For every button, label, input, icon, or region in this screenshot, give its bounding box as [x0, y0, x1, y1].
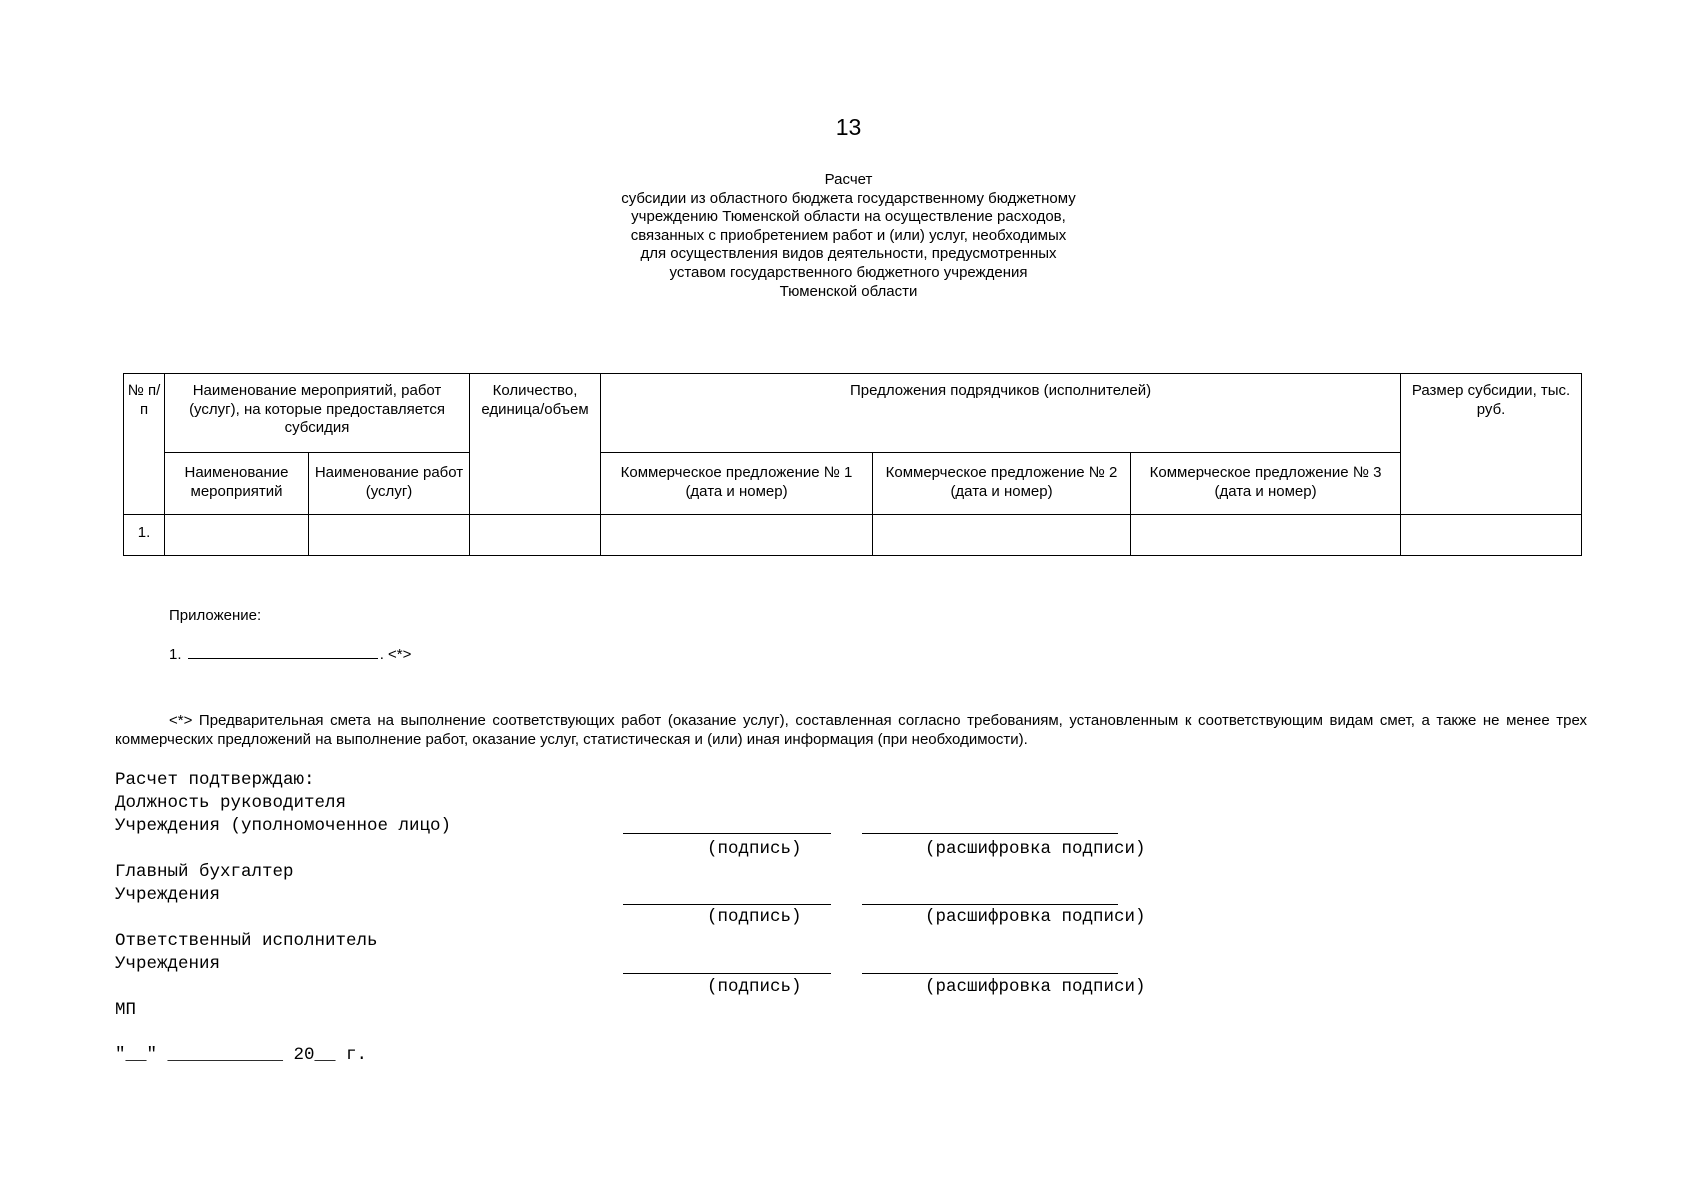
appendix-item [169, 642, 411, 663]
accountant-signature-caption: (подпись) [707, 907, 802, 927]
executor-signature-caption: (подпись) [707, 977, 802, 997]
header-proposals-group: Предложения подрядчиков (исполнителей) [601, 374, 1401, 453]
accountant-decode-caption: (расшифровка подписи) [925, 907, 1146, 927]
cell-works-name [309, 515, 470, 556]
header-activity-name: Наименование мероприятий [165, 453, 309, 515]
appendix-item-number: 1. [169, 646, 182, 663]
header-quantity: Количество, единица/объем [470, 374, 601, 515]
title-line: для осуществления видов деятельности, предусмотренных [640, 245, 1057, 263]
executor-signature-line [623, 973, 831, 974]
executor-line1: Ответственный исполнитель [115, 931, 378, 951]
page-number: 13 [835, 114, 862, 140]
executor-line2: Учреждения [115, 954, 221, 974]
head-signature-caption: (подпись) [707, 839, 802, 859]
cell-proposal-3 [1131, 515, 1401, 556]
header-subsidy: Размер субсидии, тыс. руб. [1401, 374, 1582, 515]
header-proposal-1: Коммерческое предложение № 1 (дата и номер) [601, 453, 873, 515]
head-position-line2: Учреждения (уполномоченное лицо) [115, 816, 452, 836]
title-line: связанных с приобретением работ и (или) услуг, необходимых [630, 226, 1067, 244]
head-decode-line [862, 833, 1118, 834]
head-signature-line [623, 833, 831, 834]
header-activity-group: Наименование мероприятий, работ (услуг), на которые предоставляется субсидия [165, 374, 470, 453]
appendix-item-suffix: . <*> [379, 646, 412, 663]
executor-decode-caption: (расшифровка подписи) [925, 977, 1146, 997]
accountant-line1: Главный бухгалтер [115, 862, 294, 882]
cell-num: 1. [124, 515, 165, 556]
title-line: уставом государственного бюджетного учреждения [669, 263, 1028, 281]
stamp-label: МП [115, 1000, 137, 1020]
title-line: субсидии из областного бюджета государственному бюджетному [621, 189, 1076, 207]
executor-decode-line [862, 973, 1118, 974]
header-proposal-3: Коммерческое предложение № 3 (дата и номер) [1131, 453, 1401, 515]
accountant-signature-line [623, 904, 831, 905]
header-works-name: Наименование работ (услуг) [309, 453, 470, 515]
title-line: Расчет [824, 171, 873, 188]
header-proposal-2: Коммерческое предложение № 2 (дата и номер) [873, 453, 1131, 515]
accountant-line2: Учреждения [115, 885, 221, 905]
cell-activity-name [165, 515, 309, 556]
head-decode-caption: (расшифровка подписи) [925, 839, 1146, 859]
document-title [0, 171, 1697, 301]
date-line: "__" ___________ 20__ г. [115, 1045, 368, 1065]
cell-proposal-2 [873, 515, 1131, 556]
confirm-label: Расчет подтверждаю: [115, 770, 315, 790]
table-row [124, 515, 1582, 556]
title-line: учреждению Тюменской области на осуществление расходов, [631, 208, 1066, 226]
head-position-line1: Должность руководителя [115, 793, 347, 813]
appendix-label: Приложение: [169, 607, 262, 624]
cell-quantity [470, 515, 601, 556]
subsidy-calculation-table [123, 373, 1582, 556]
accountant-decode-line [862, 904, 1118, 905]
header-num: № п/п [124, 374, 165, 515]
footnote: <*> Предварительная смета на выполнение соответствующих работ (оказание услуг), составленная согласно требованиям, установленным к соответствующим видам смет, а также не менее трех коммерческих предложений на выполнение работ, оказание услуг, статистическая и (или) иная информация (при необходимости). [115, 712, 1587, 748]
cell-proposal-1 [601, 515, 873, 556]
title-line: Тюменской области [779, 282, 918, 300]
appendix-blank-line [188, 642, 378, 659]
cell-subsidy [1401, 515, 1582, 556]
